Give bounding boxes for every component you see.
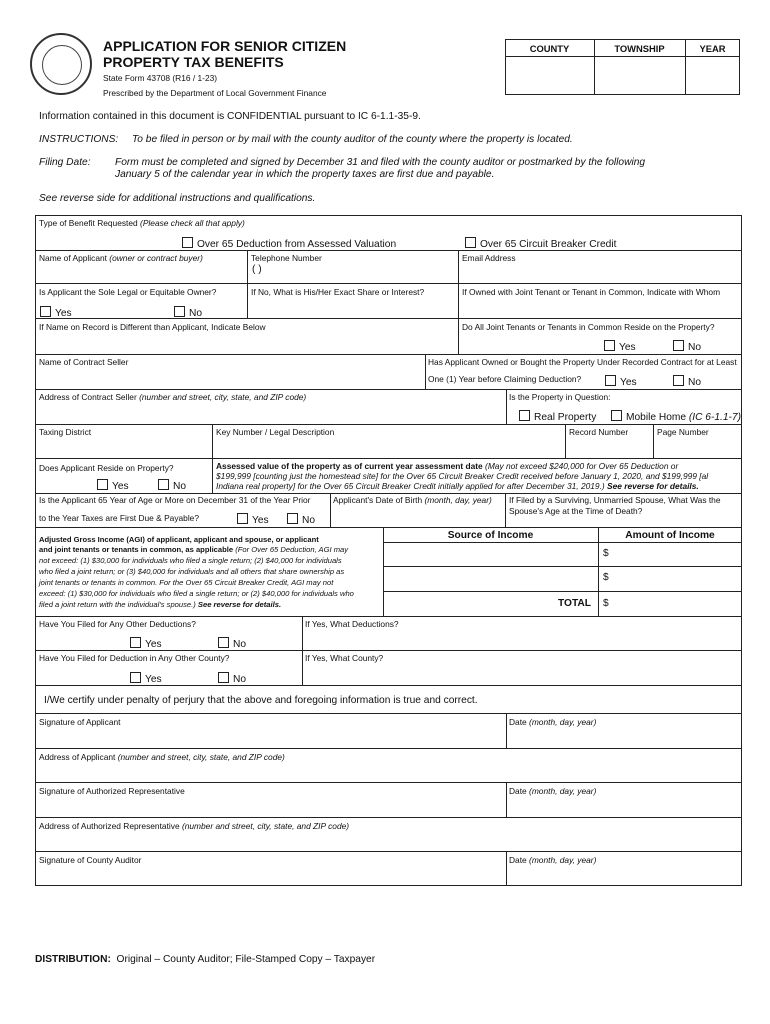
amount-of-income-header: Amount of Income	[625, 530, 715, 541]
form-number: State Form 43708 (R16 / 1-23)	[103, 73, 218, 83]
income-amount-field-2[interactable]: $	[603, 572, 609, 583]
total-amount-field[interactable]: $	[603, 598, 609, 609]
age-question-1: Is the Applicant 65 Year of Age or More on December 31 of the Year Prior	[39, 495, 311, 505]
date-of-birth-label: Applicant's Date of Birth (month, day, year)	[333, 495, 492, 505]
instructions-text: To be filed in person or by mail with the county auditor of the county where the property is located.	[132, 134, 573, 145]
other-county-question: Have You Filed for Deduction in Any Other County?	[39, 653, 230, 663]
contract-no-checkbox[interactable]	[673, 375, 684, 386]
prescribed-by: Prescribed by the Department of Local Government Finance	[103, 88, 327, 98]
total-label: TOTAL	[558, 598, 592, 609]
reside-question: Does Applicant Reside on Property?	[39, 463, 174, 473]
email-label: Email Address	[462, 253, 516, 263]
filing-date-text-1: Form must be completed and signed by December 31 and filed with the county auditor or postmarked by the following	[115, 157, 646, 168]
state-seal-icon	[30, 33, 92, 95]
confidential-notice: Information contained in this document is CONFIDENTIAL pursuant to IC 6-1.1-35-9.	[39, 111, 421, 122]
agi-line7: filed a joint return with the individual's spouse.) See reverse for details.	[39, 600, 282, 609]
auditor-date-label: Date (month, day, year)	[509, 855, 597, 865]
contract-yes[interactable]: Yes	[605, 375, 637, 388]
contract-no[interactable]: No	[673, 375, 701, 388]
reverse-note: See reverse side for additional instructions and qualifications.	[39, 193, 316, 204]
age-no[interactable]: No	[287, 513, 315, 526]
other-deductions-no-checkbox[interactable]	[218, 637, 229, 648]
benefit-option-deduction[interactable]: Over 65 Deduction from Assessed Valuation	[182, 237, 396, 250]
sole-owner-question: Is Applicant the Sole Legal or Equitable Owner?	[39, 287, 217, 297]
other-county-no-checkbox[interactable]	[218, 672, 229, 683]
applicant-signature-label: Signature of Applicant	[39, 717, 121, 727]
reside-no[interactable]: No	[158, 479, 186, 492]
sole-owner-no-checkbox[interactable]	[174, 306, 185, 317]
agi-line3: not exceed: (1) $30,000 for individuals who filed a single return; (2) $40,000 for individuals	[39, 556, 342, 565]
township-label: TOWNSHIP	[614, 43, 665, 54]
agi-line6: exceed: (1) $30,000 for individuals who filed a single return; or (2) $40,000 for individuals who	[39, 589, 354, 598]
other-county-no[interactable]: No	[218, 672, 246, 685]
reside-no-checkbox[interactable]	[158, 479, 169, 490]
key-number-label: Key Number / Legal Description	[216, 427, 335, 437]
income-amount-field-1[interactable]: $	[603, 548, 609, 559]
age-no-checkbox[interactable]	[287, 513, 298, 524]
benefit-label: Type of Benefit Requested (Please check all that apply)	[39, 218, 245, 228]
share-interest-question: If No, What is His/Her Exact Share or Interest?	[251, 287, 425, 297]
sole-owner-yes[interactable]: Yes	[40, 306, 72, 319]
agi-line1: Adjusted Gross Income (AGI) of applicant, applicant and spouse, or applicant	[39, 535, 319, 544]
other-deductions-yes-checkbox[interactable]	[130, 637, 141, 648]
reside-yes[interactable]: Yes	[97, 479, 129, 492]
joint-reside-question: Do All Joint Tenants or Tenants in Common Reside on the Property?	[462, 322, 715, 332]
instructions-label: INSTRUCTIONS:	[39, 134, 119, 145]
real-property-option[interactable]: Real Property	[519, 410, 596, 423]
circuit-breaker-checkbox[interactable]	[465, 237, 476, 248]
certification-statement: I/We certify under penalty of perjury that the above and foregoing information is true and correct.	[44, 695, 478, 706]
reside-yes-checkbox[interactable]	[97, 479, 108, 490]
contract-yes-checkbox[interactable]	[605, 375, 616, 386]
contract-seller-label: Name of Contract Seller	[39, 357, 129, 367]
taxing-district-label: Taxing District	[39, 427, 92, 437]
joint-reside-yes[interactable]: Yes	[604, 340, 636, 353]
applicant-name-label: Name of Applicant (owner or contract buyer)	[39, 253, 203, 263]
joint-reside-yes-checkbox[interactable]	[604, 340, 615, 351]
real-property-checkbox[interactable]	[519, 410, 530, 421]
other-deductions-yes[interactable]: Yes	[130, 637, 162, 650]
county-label: COUNTY	[529, 43, 570, 54]
source-of-income-header: Source of Income	[447, 530, 534, 541]
representative-signature-label: Signature of Authorized Representative	[39, 786, 185, 796]
income-source-field-2[interactable]	[384, 567, 597, 590]
page-number-label: Page Number	[657, 427, 709, 437]
form-title-line2: PROPERTY TAX BENEFITS	[103, 54, 284, 70]
assessed-value-line3: Indiana real property] for the Over 65 Circuit Breaker Credit initially applied for after December 31, 2019.) See reverse for details.	[216, 481, 699, 491]
distribution-line: DISTRIBUTION: Original – County Auditor; File-Stamped Copy – Taxpayer	[35, 954, 376, 965]
mobile-home-option[interactable]: Mobile Home (IC 6-1.1-7)	[611, 410, 741, 423]
deduction-checkbox[interactable]	[182, 237, 193, 248]
telephone-field[interactable]: ( )	[252, 264, 262, 275]
seller-address-label: Address of Contract Seller (number and street, city, state, and ZIP code)	[39, 392, 307, 402]
age-yes[interactable]: Yes	[237, 513, 269, 526]
benefit-option-circuit-breaker[interactable]: Over 65 Circuit Breaker Credit	[465, 237, 616, 250]
form-title-line1: APPLICATION FOR SENIOR CITIZEN	[103, 38, 347, 54]
sole-owner-yes-checkbox[interactable]	[40, 306, 51, 317]
assessed-value-line1: Assessed value of the property as of current year assessment date (May not exceed $240,000 for Over 65 Deduction or	[216, 461, 679, 471]
contract-question-1: Has Applicant Owned or Bought the Property Under Recorded Contract for at Least	[428, 357, 737, 367]
filing-date-label: Filing Date:	[39, 157, 91, 168]
record-number-label: Record Number	[569, 427, 629, 437]
applicant-address-label: Address of Applicant (number and street, city, state, and ZIP code)	[39, 752, 285, 762]
agi-line5: joint tenants or tenants in common. For the Over 65 Circuit Breaker Credit, AGI may not	[39, 578, 334, 587]
age-yes-checkbox[interactable]	[237, 513, 248, 524]
year-field[interactable]	[686, 57, 739, 94]
contract-question-2: One (1) Year before Claiming Deduction?	[428, 374, 582, 384]
joint-reside-no[interactable]: No	[673, 340, 701, 353]
spouse-age-question-2: Spouse's Age at the Time of Death?	[509, 506, 643, 516]
township-field[interactable]	[595, 57, 685, 94]
county-field[interactable]	[506, 57, 594, 94]
applicant-date-label: Date (month, day, year)	[509, 717, 597, 727]
spouse-age-question-1: If Filed by a Surviving, Unmarried Spouse, What Was the	[509, 495, 721, 505]
representative-address-label: Address of Authorized Representative (number and street, city, state, and ZIP code)	[39, 821, 350, 831]
what-county-label: If Yes, What County?	[305, 653, 384, 663]
filing-date-text-2: January 5 of the calendar year in which the property taxes are first due and payable.	[115, 169, 495, 180]
joint-owner-question: If Owned with Joint Tenant or Tenant in Common, Indicate with Whom	[462, 287, 721, 297]
other-county-yes[interactable]: Yes	[130, 672, 162, 685]
what-deductions-label: If Yes, What Deductions?	[305, 619, 399, 629]
agi-line2: and joint tenants or tenants in common, as applicable (For Over 65 Deduction, AGI may	[39, 545, 349, 554]
joint-reside-no-checkbox[interactable]	[673, 340, 684, 351]
year-label: YEAR	[699, 43, 726, 54]
property-type-question: Is the Property in Question:	[509, 392, 611, 402]
assessed-value-line2: $199,999 [counting just the homestead site] for the Over 65 Circuit Breaker Credit received before January 1, 2020, and $199,999 [al	[216, 471, 709, 481]
auditor-signature-label: Signature of County Auditor	[39, 855, 142, 865]
name-on-record-question: If Name on Record is Different than Applicant, Indicate Below	[39, 322, 266, 332]
other-deductions-question: Have You Filed for Any Other Deductions?	[39, 619, 196, 629]
mobile-home-checkbox[interactable]	[611, 410, 622, 421]
other-county-yes-checkbox[interactable]	[130, 672, 141, 683]
age-question-2: to the Year Taxes are First Due & Payable?	[39, 513, 199, 523]
representative-date-label: Date (month, day, year)	[509, 786, 597, 796]
income-source-field-1[interactable]	[384, 543, 597, 566]
other-deductions-no[interactable]: No	[218, 637, 246, 650]
sole-owner-no[interactable]: No	[174, 306, 202, 319]
telephone-label: Telephone Number	[251, 253, 322, 263]
agi-line4: who filed a joint return; or (3) $40,000 for individuals and all others that share ownership as	[39, 567, 345, 576]
